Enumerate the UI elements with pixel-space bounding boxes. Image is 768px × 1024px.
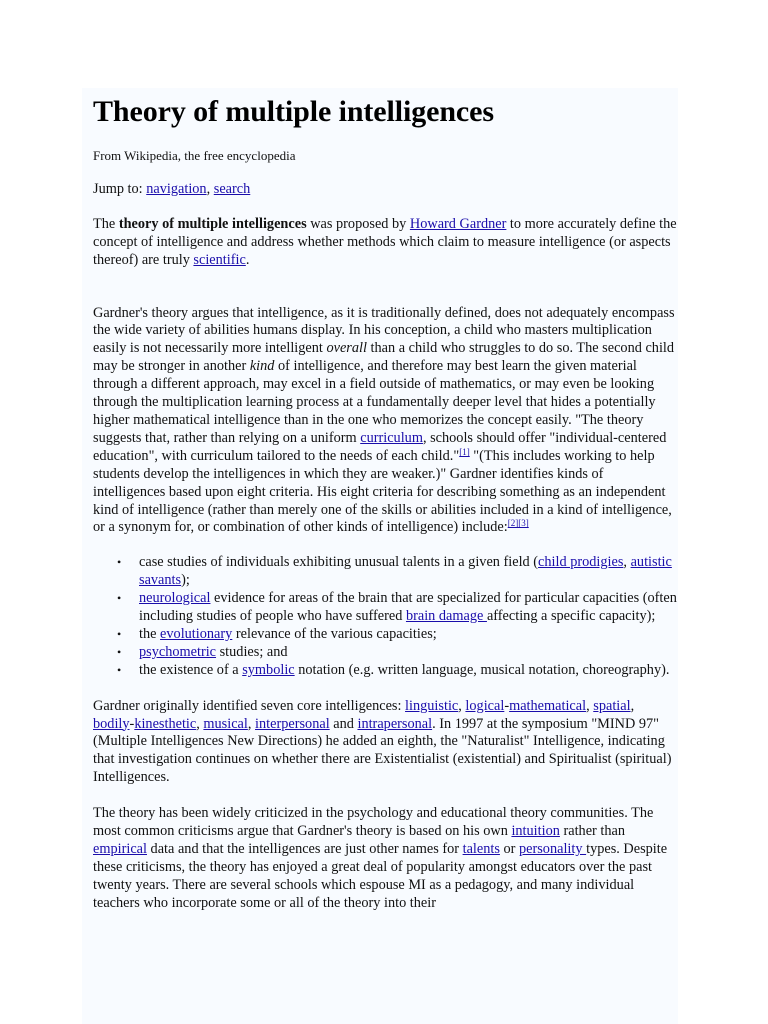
talents-link[interactable]: talents — [462, 841, 500, 857]
child-prodigies-link[interactable]: child prodigies — [538, 554, 624, 571]
bold-term: theory of multiple intelligences — [118, 215, 307, 232]
text: The theory has been widely criticized in the psychology and educational theory communities. The most common criticisms argue that Gardner's theory is based on his own — [93, 805, 654, 840]
spatial-link[interactable]: spatial — [593, 697, 631, 714]
jump-prefix: Jump to: — [93, 180, 147, 197]
criticism-paragraph — [93, 805, 677, 912]
list-item — [139, 626, 677, 644]
text: , — [586, 697, 594, 714]
text: of intelligence, and therefore may best learn the given material through a different approach, may excel in a field outside of mathematics, or may even be looking through the multiplication learning process at a fundamentally deeper level that hides a potentially higher mathematical intelligence than in the one who memorizes the concept easily. "The theory suggests that, rather than relying on a uniform — [93, 358, 656, 446]
intro-paragraph — [93, 216, 677, 270]
search-link[interactable]: search — [213, 180, 251, 197]
curriculum-link[interactable]: curriculum — [360, 429, 423, 446]
text: , — [458, 697, 466, 714]
citation-link[interactable]: [1] — [459, 446, 470, 457]
text: the existence of a — [139, 661, 243, 678]
list-item — [139, 590, 677, 626]
text: to more accurately define the concept of intelligence and address whether methods which claim to measure intelligence (or aspects thereof) are truly — [93, 215, 677, 268]
symbolic-link[interactable]: symbolic — [242, 661, 295, 678]
text: - — [504, 697, 510, 714]
intelligences-paragraph — [93, 698, 677, 788]
text: affecting a specific capacity); — [486, 608, 656, 625]
text: , schools should offer "individual-centered education", with curriculum tailored to the needs of each child." — [93, 429, 667, 464]
text: types. Despite these criticisms, the theory has enjoyed a great deal of popularity amongst educators over the past twenty years. There are several schools which espouse MI as a pedagogy, and many individual teachers who incorporate some or all of the theory into their — [93, 841, 668, 911]
site-subtitle: From Wikipedia, the free encyclopedia — [93, 148, 296, 163]
kinesthetic-link[interactable]: kinesthetic — [134, 715, 197, 732]
personality-link[interactable]: personality — [518, 841, 587, 857]
article-content — [93, 92, 677, 913]
text: The — [93, 215, 119, 232]
brain-damage-link[interactable]: brain damage — [405, 608, 487, 625]
text: data and that the intelligences are just other names for — [146, 841, 463, 857]
musical-link[interactable]: musical — [203, 715, 248, 732]
list-item — [139, 554, 677, 590]
text: , — [247, 715, 256, 732]
jump-to-links — [93, 181, 677, 199]
text: case studies of individuals exhibiting unusual talents in a given field ( — [139, 554, 539, 571]
navigation-link[interactable]: navigation — [146, 180, 207, 197]
text: . — [245, 251, 250, 268]
mathematical-link[interactable]: mathematical — [509, 697, 587, 714]
text: , — [196, 715, 204, 732]
logical-link[interactable]: logical — [465, 697, 505, 714]
list-item — [139, 644, 677, 662]
intrapersonal-link[interactable]: intrapersonal — [357, 715, 433, 732]
jump-separator: , — [206, 180, 214, 197]
page-title: Theory of multiple intelligences — [93, 95, 494, 128]
list-item — [139, 662, 677, 680]
criteria-list — [93, 554, 677, 679]
text: - — [129, 715, 135, 732]
text: the — [139, 625, 161, 642]
text: rather than — [559, 823, 626, 840]
autistic-savants-link[interactable]: autistic savants — [139, 554, 672, 589]
psychometric-link[interactable]: psychometric — [139, 643, 217, 660]
text: Gardner's theory argues that intelligence, as it is traditionally defined, does not adequately encompass the wide variety of abilities humans display. In his conception, a child who masters multiplication easily is not necessarily more intelligent — [93, 304, 675, 357]
theory-paragraph — [93, 305, 677, 538]
howard-gardner-link[interactable]: Howard Gardner — [409, 215, 507, 232]
italic-term: overall — [326, 340, 367, 357]
text: or — [499, 841, 519, 857]
text: , — [623, 554, 631, 571]
citation-link[interactable]: [2][3] — [507, 518, 529, 529]
text: , — [630, 697, 635, 714]
linguistic-link[interactable]: linguistic — [405, 697, 459, 714]
evolutionary-link[interactable]: evolutionary — [160, 625, 233, 642]
text: was proposed by — [306, 215, 410, 232]
text: . In 1997 at the symposium "MIND 97" (Multiple Intelligences New Directions) he added an eighth, the "Naturalist" Intelligence, indicating that investigation continues on whether there are Existentialist (existential) and Spiritualist (spiritual) Intelligences. — [93, 715, 672, 786]
text: notation (e.g. written language, musical notation, choreography). — [294, 661, 670, 678]
bodily-link[interactable]: bodily — [93, 715, 130, 732]
text: "(This includes working to help students develop the intelligences in which they are weaker.)" Gardner identifies kinds of intelligences based upon eight criteria. His eight criteria for describing something as an independent kind of intelligence (rather than merely one of the skills or abilities included in a kind of intelligence, or a synonym for, or combination of other kinds of intelligence) include: — [93, 447, 672, 536]
text: relevance of the various capacities; — [232, 625, 437, 642]
text: and — [329, 715, 358, 732]
intuition-link[interactable]: intuition — [511, 823, 560, 840]
italic-term: kind — [249, 358, 275, 375]
text: evidence for areas of the brain that are specialized for particular capacities (often including studies of people who have suffered — [139, 590, 677, 625]
text: studies; and — [216, 643, 288, 660]
neurological-link[interactable]: neurological — [139, 590, 211, 607]
interpersonal-link[interactable]: interpersonal — [255, 715, 330, 732]
text: Gardner originally identified seven core intelligences: — [93, 697, 406, 714]
empirical-link[interactable]: empirical — [93, 841, 147, 857]
scientific-link[interactable]: scientific — [193, 251, 246, 268]
text: ); — [181, 572, 190, 589]
text: than a child who struggles to do so. The second child may be stronger in another — [93, 340, 675, 375]
